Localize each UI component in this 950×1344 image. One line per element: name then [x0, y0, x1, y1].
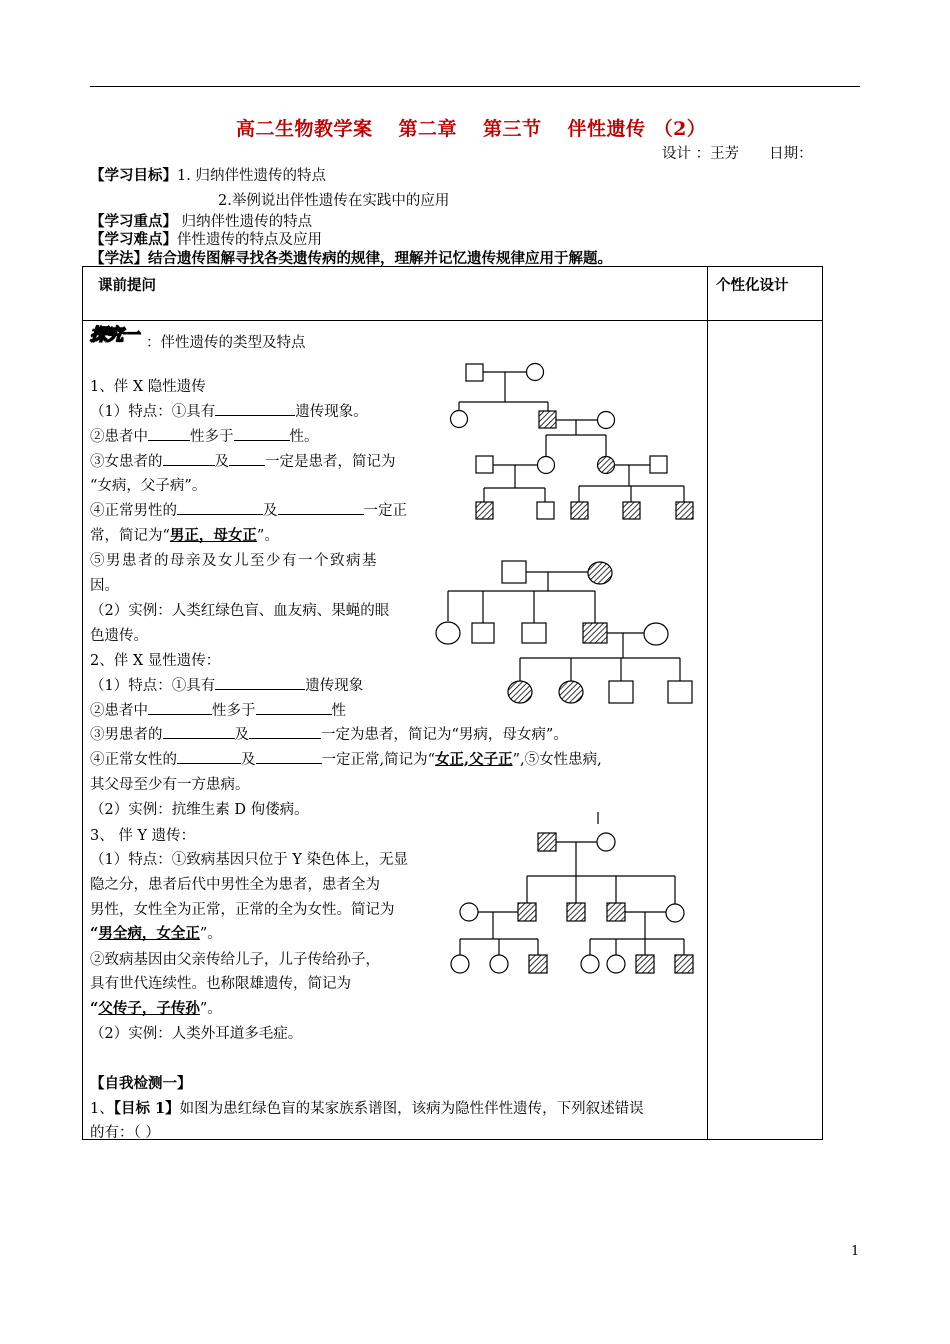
xd-title: 2、伴 X 显性遗传： [90, 653, 221, 669]
difficulty-text: 伴性遗传的特点及应用 [177, 232, 322, 248]
fill-blank[interactable] [163, 724, 235, 739]
pedigree-female [538, 457, 555, 474]
pedigree-affected-female [559, 681, 583, 703]
text: ④正常男性的 [90, 503, 177, 519]
xd-line-2 [90, 699, 346, 720]
text: 性。 [289, 429, 319, 445]
method-line: 【学法】结合遗传图解寻找各类遗传病的规律，理解并记忆遗传规律应用于解题。 [90, 250, 612, 267]
xd-example: （2）实例：抗维生素 D 佝偻病。 [90, 802, 309, 818]
pedigree-female [490, 955, 508, 973]
text: 及 [234, 727, 249, 743]
pedigree-male [650, 456, 667, 473]
pedigree-affected-female [588, 562, 612, 584]
text: 性多于 [212, 703, 256, 719]
title-part: 第三节 [483, 118, 542, 140]
goals-line-2 [218, 189, 449, 210]
mnemonic: 父传子，子传孙 [98, 1000, 200, 1017]
text: 遗传现象。 [295, 404, 368, 420]
pedigree-affected-male [539, 411, 556, 428]
text: 性 [331, 703, 346, 719]
explore-badge: 探究一 [90, 325, 138, 345]
fill-blank[interactable] [256, 749, 322, 764]
pedigree-affected-male [538, 833, 556, 851]
focus-label: 【学习重点】 [90, 213, 177, 230]
fill-blank[interactable] [148, 700, 212, 715]
y-line-4 [90, 922, 222, 943]
fill-blank[interactable] [177, 749, 241, 764]
fill-blank[interactable] [229, 451, 265, 466]
xr-line-4 [90, 499, 407, 520]
selfcheck-title: 【自我检测一】 [90, 1075, 192, 1092]
pedigree-affected-male [636, 955, 654, 973]
xr-line-3b: “女病，父子病”。 [90, 478, 207, 494]
top-rule [90, 86, 860, 87]
prequestion-header: 课前提问 [98, 277, 156, 294]
y-line-7 [90, 997, 222, 1018]
fill-blank[interactable] [234, 426, 290, 441]
pedigree-female [527, 364, 544, 381]
y-line-5: ②致病基因由父亲传给儿子，儿子传给孙子， [90, 952, 380, 968]
fill-blank[interactable] [278, 500, 364, 515]
pedigree-affected-male [607, 903, 625, 921]
text: 及 [241, 752, 256, 768]
selfcheck-question-1 [90, 1097, 644, 1118]
table-row-divider [82, 320, 822, 321]
goal-item: 2.举例说出伴性遗传在实践中的应用 [218, 193, 450, 209]
text: 及 [214, 454, 229, 470]
y-title: 3、 伴 Y 遗传： [90, 828, 196, 844]
pedigree-female [581, 955, 599, 973]
selfcheck-question-1b: 的有：（ ） [90, 1125, 160, 1141]
title-part: 高二生物教学案 [236, 118, 373, 140]
section-title: ：伴性遗传的类型及特点 [146, 335, 306, 351]
text: ”。 [199, 1001, 222, 1017]
pedigree-female [644, 623, 668, 645]
text: ②患者中 [90, 429, 148, 445]
pedigree-male [609, 681, 633, 703]
byline [662, 142, 825, 163]
pedigree-female [607, 955, 625, 973]
pedigree-affected-male [518, 903, 536, 921]
pedigree-female [436, 622, 460, 644]
pedigree-male [502, 561, 526, 583]
xr-line-5b: 因。 [90, 578, 119, 594]
pedigree-affected-male [571, 502, 588, 519]
xd-line-4 [90, 748, 602, 769]
xr-line-4b [90, 524, 279, 545]
title-part: 第二章 [398, 118, 458, 140]
title-part: （2） [653, 118, 707, 140]
pedigree-affected-male [567, 903, 585, 921]
pedigree-affected-male [676, 502, 693, 519]
difficulty-line [90, 228, 322, 249]
y-line-3: 男性，女性全为正常，正常的全为女性。简记为 [90, 902, 395, 918]
difficulty-label: 【学习难点】 [90, 231, 177, 248]
text: 及 [263, 503, 278, 519]
goal-tag: 【目标 1】 [113, 1100, 180, 1117]
pedigree-male [537, 502, 554, 519]
y-example: （2）实例：人类外耳道多毛症。 [90, 1026, 303, 1042]
mnemonic: 女正,父子正 [435, 751, 513, 768]
text: “ [90, 925, 99, 942]
pedigree-female [451, 955, 469, 973]
xr-line-3 [90, 450, 396, 471]
pedigree-male [522, 623, 546, 643]
xd-line-1 [90, 674, 363, 695]
pedigree-affected-male [675, 955, 693, 973]
text: （1）特点：①具有 [90, 678, 216, 694]
y-line-2: 隐之分，患者后代中男性全为患者，患者全为 [90, 877, 380, 893]
text: 1、 [90, 1101, 114, 1117]
pedigree-affected-male [583, 623, 607, 643]
xd-line-3 [90, 723, 568, 744]
goals-label: 【学习目标】 [90, 167, 177, 184]
pedigree-male [668, 681, 692, 703]
xr-title: 1、伴 X 隐性遗传 [90, 379, 206, 395]
pedigree-male [466, 364, 483, 381]
pedigree-female [597, 833, 615, 851]
page-title [236, 114, 706, 141]
y-line-6: 具有世代连续性。也称限雄遗传，简记为 [90, 976, 351, 992]
focus-text: 归纳伴性遗传的特点 [177, 214, 313, 230]
text: 一定为患者，简记为“男病，母女病”。 [321, 727, 568, 743]
xr-example-b: 色遗传。 [90, 628, 148, 644]
xr-line-5: ⑤男患者的母亲及女儿至少有一个致病基 [90, 553, 378, 569]
fill-blank[interactable] [215, 401, 295, 416]
pedigree-female [666, 904, 684, 922]
text: 性多于 [190, 429, 234, 445]
text: ②患者中 [90, 703, 148, 719]
text: ④正常女性的 [90, 752, 177, 768]
text: ”。 [256, 528, 279, 544]
text: 一定正常,简记为“ [321, 752, 436, 768]
fill-blank[interactable] [215, 675, 305, 690]
pedigree-female [460, 903, 478, 921]
fill-blank[interactable] [256, 700, 332, 715]
text: 遗传现象 [305, 678, 364, 694]
pedigree-affected-female [598, 457, 615, 474]
goals-line-1 [90, 164, 326, 185]
mnemonic: 男全病，女全正 [98, 925, 200, 942]
pedigree-diagram-y [448, 810, 698, 980]
text: 常，简记为“ [90, 528, 170, 544]
text: 如图为患红绿色盲的某家族系谱图，该病为隐性伴性遗传，下列叙述错误 [179, 1101, 644, 1117]
text: “ [90, 1000, 99, 1017]
text: （1）特点：①具有 [90, 404, 216, 420]
text: ③女患者的 [90, 454, 163, 470]
table-column-divider [707, 266, 708, 1139]
xr-line-2 [90, 425, 319, 446]
text: ”,⑤女性患病, [512, 752, 602, 768]
designer-label: 设计 ：王芳 [662, 146, 740, 162]
pedigree-affected-male [623, 502, 640, 519]
page-number: 1 [851, 1244, 860, 1259]
fill-blank[interactable] [249, 724, 321, 739]
pedigree-female [451, 411, 468, 428]
pedigree-affected-male [529, 955, 547, 973]
text: 一定正 [363, 503, 407, 519]
pedigree-female [598, 412, 615, 429]
personal-design-header: 个性化设计 [716, 277, 789, 294]
pedigree-male [472, 623, 494, 643]
xr-line-1 [90, 400, 368, 421]
pedigree-diagrams-x [430, 355, 700, 715]
pedigree-affected-male [476, 502, 493, 519]
xd-line-4b: 其父母至少有一方患病。 [90, 777, 250, 793]
text: ③男患者的 [90, 727, 163, 743]
title-part: 伴性遗传 [567, 118, 646, 140]
y-line-1: （1）特点：①致病基因只位于 Y 染色体上，无显 [90, 852, 409, 868]
xr-example: （2）实例：人类红绿色盲、血友病、果蝇的眼 [90, 603, 390, 619]
fill-blank[interactable] [148, 426, 190, 441]
goal-item: 1. 归纳伴性遗传的特点 [177, 168, 326, 184]
pedigree-affected-female [508, 681, 532, 703]
fill-blank[interactable] [163, 451, 215, 466]
mnemonic: 男正，母女正 [169, 527, 257, 544]
text: 一定是患者，简记为 [265, 454, 396, 470]
pedigree-male [476, 456, 493, 473]
text: ”。 [199, 926, 222, 942]
date-label: 日期： [769, 146, 813, 162]
fill-blank[interactable] [177, 500, 263, 515]
